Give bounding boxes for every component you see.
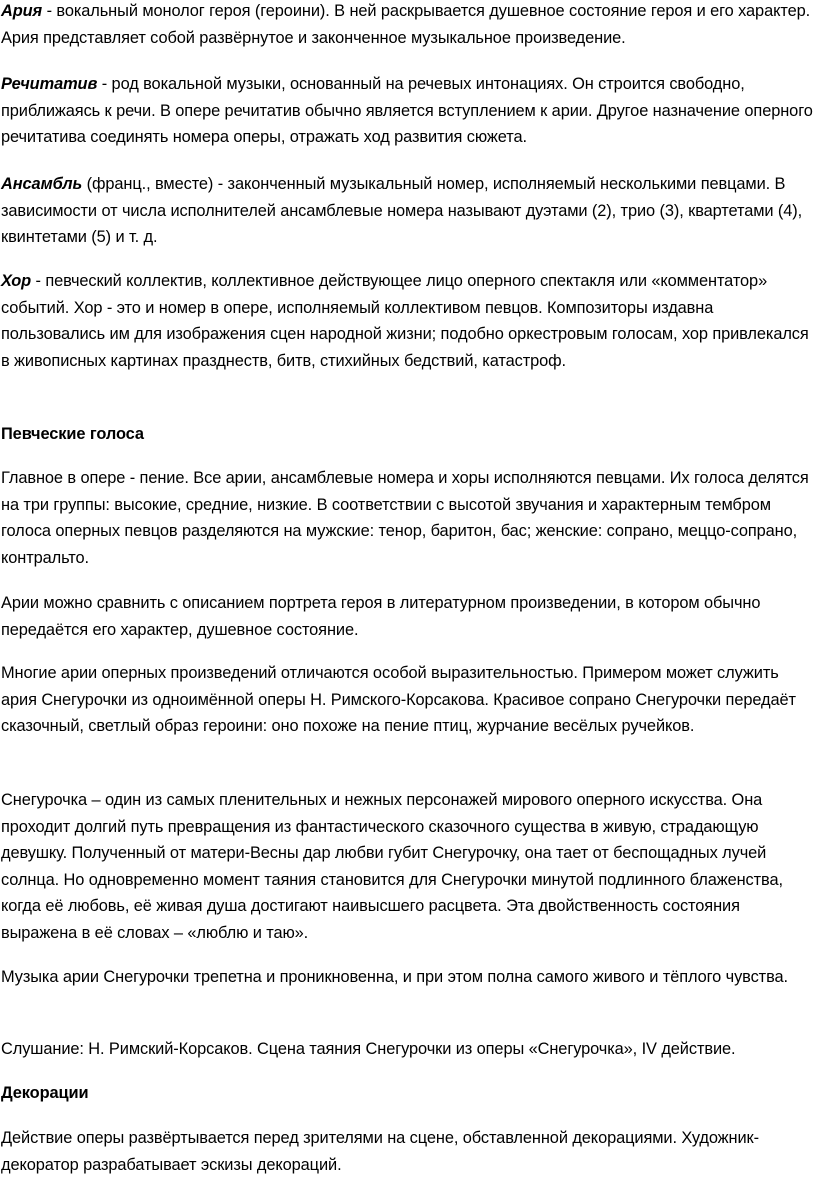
heading-decorations: Декорации <box>1 1084 89 1102</box>
heading-singing-voices: Певческие голоса <box>1 425 144 443</box>
term-recitative: Речитатив <box>1 75 98 93</box>
paragraph-recitative <box>1 71 813 151</box>
paragraph-choir <box>1 268 813 374</box>
definition-choir: - певческий коллектив, коллективное действующее лицо оперного спектакля или «комментатор» событий. Хор - это и номер в опере, исполняемый коллективом певцов. Композиторы издавна пользовались им для изображения сцен народной жизни; подобно оркестровым голосам, хор привлекался в живописных картинах празднеств, битв, стихийных бедствий, катастроф. <box>1 272 809 370</box>
definition-aria: - вокальный монолог героя (героини). В ней раскрывается душевное состояние героя и его характер. Ария представляет собой развёрнутое и законченное музыкальное произведение. <box>1 2 811 47</box>
paragraph-decorations: Действие оперы развёртывается перед зрителями на сцене, обставленной декорациями. Художник-декоратор разрабатывает эскизы декораций. <box>1 1129 759 1174</box>
term-ensemble: Ансамбль <box>1 175 83 193</box>
term-aria: Ария <box>1 2 43 20</box>
paragraph-aria-music: Музыка арии Снегурочки трепетна и проникновенна, и при этом полна самого живого и тёплого чувства. <box>1 968 788 986</box>
paragraph-snegurochka-character: Снегурочка – один из самых пленительных и нежных персонажей мирового оперного искусства. Она проходит долгий путь превращения из фантастического сказочного существа в живую, страдающую девушку. Полученный от матери-Весны дар любви губит Снегурочку, она тает от беспощадных лучей солнца. Но одновременно момент таяния становится для Снегурочки минутой подлинного блаженства, когда её любовь, её живая душа достигают наивысшего расцвета. Эта двойственность состояния выражена в её словах – «люблю и таю». <box>1 791 783 942</box>
term-choir: Хор <box>1 272 32 290</box>
paragraph-listening: Слушание: Н. Римский-Корсаков. Сцена таяния Снегурочки из оперы «Снегурочка», IV действие. <box>1 1040 736 1058</box>
definition-ensemble: (франц., вместе) - законченный музыкальный номер, исполняемый несколькими певцами. В зависимости от числа исполнителей ансамблевые номера называют дуэтами (2), трио (3), квартетами (4), квинтетами (5) и т. д. <box>1 175 803 246</box>
definition-recitative: - род вокальной музыки, основанный на речевых интонациях. Он строится свободно, приближаясь к речи. В опере речитатив обычно является вступлением к арии. Другое назначение оперного речитатива соединять номера оперы, отражать ход развития сюжета. <box>1 75 813 146</box>
paragraph-aria <box>1 0 813 51</box>
paragraph-snegurochka-aria: Многие арии оперных произведений отличаются особой выразительностью. Примером может служить ария Снегурочки из одноимённой оперы Н. Римского-Корсакова. Красивое сопрано Снегурочки передаёт сказочный, светлый образ героини: оно похоже на пение птиц, журчание весёлых ручейков. <box>1 664 796 735</box>
paragraph-voices-intro: Главное в опере - пение. Все арии, ансамблевые номера и хоры исполняются певцами. Их голоса делятся на три группы: высокие, средние, низкие. В соответствии с высотой звучания и характерным тембром голоса оперных певцов разделяются на мужские: тенор, баритон, бас; женские: сопрано, меццо-сопрано, контральто. <box>1 469 809 567</box>
paragraph-ensemble <box>1 171 813 251</box>
paragraph-aria-portrait: Арии можно сравнить с описанием портрета героя в литературном произведении, в котором обычно передаётся его характер, душевное состояние. <box>1 594 761 639</box>
